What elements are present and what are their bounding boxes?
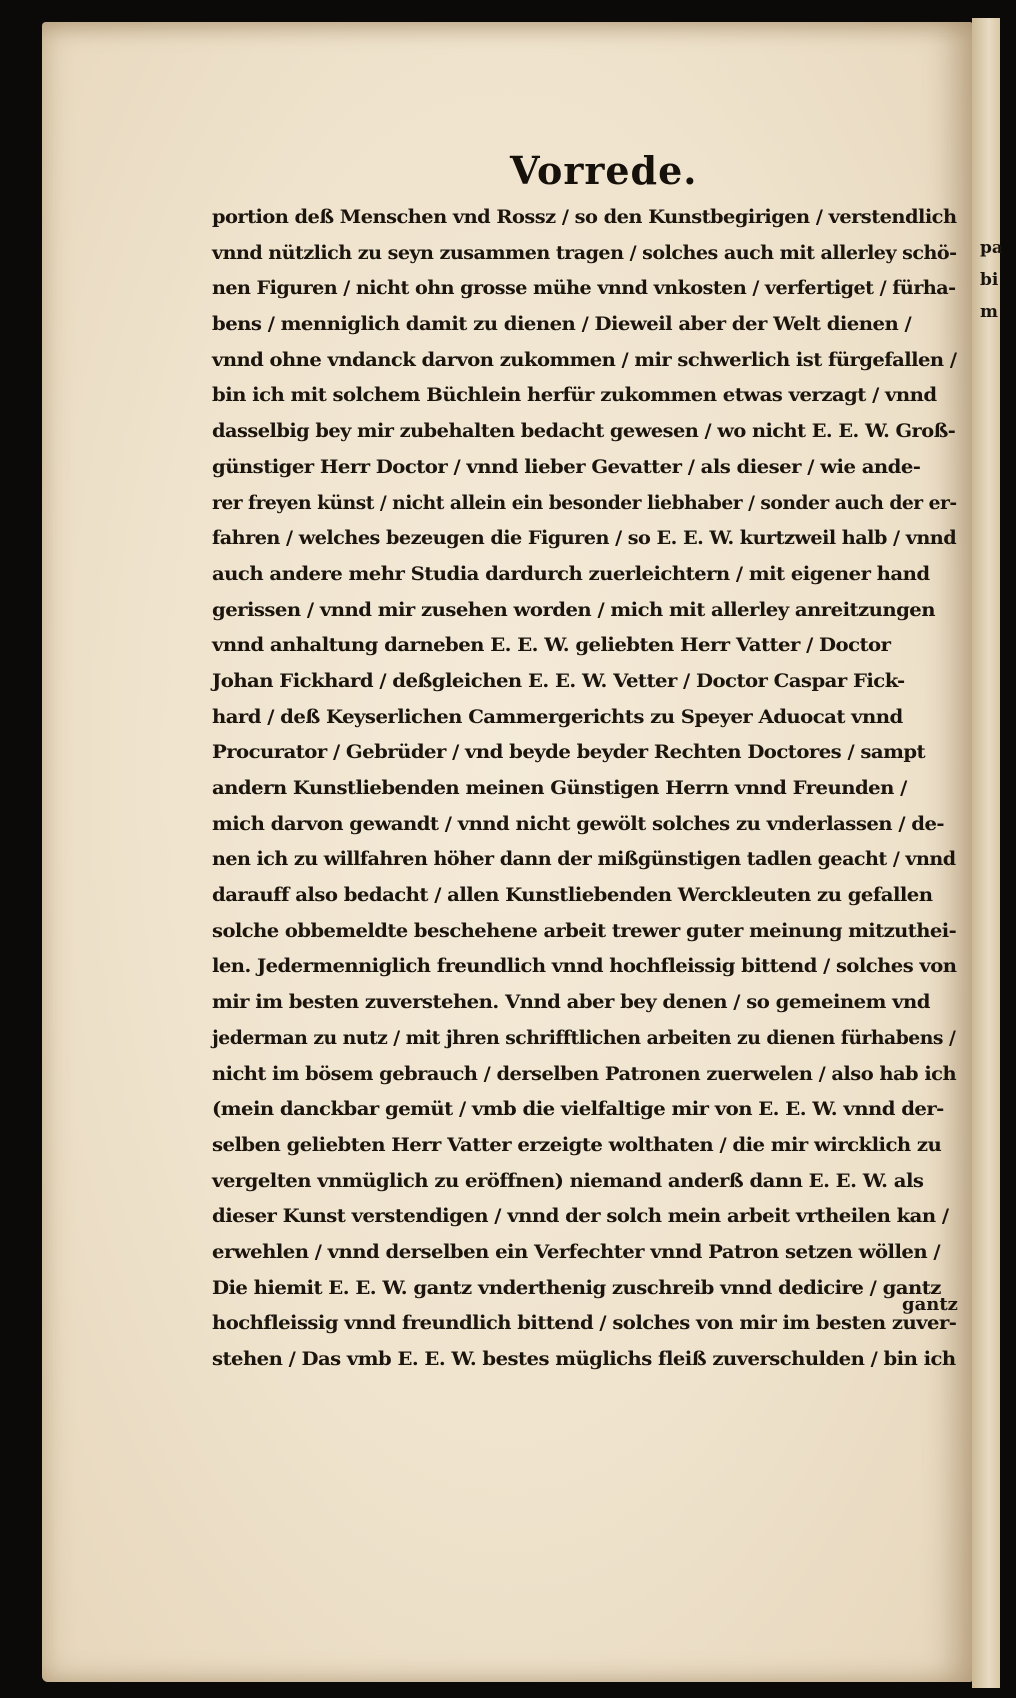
text-line: hochfleissig vnnd freundlich bittend / solches von mir im besten zuver- — [212, 1313, 957, 1335]
facing-page-text-fragment: pa bi m — [980, 238, 1003, 322]
text-line: len. Jedermenniglich freundlich vnnd hochfleissig bittend / solches von — [212, 956, 957, 978]
text-line: Die hiemit E. E. W. gantz vnderthenig zuschreib vnnd dedicire / gantz — [212, 1277, 941, 1299]
text-line: bens / menniglich damit zu dienen / Dieweil aber der Welt dienen / — [212, 314, 912, 336]
text-line: Johan Fickhard / deßgleichen E. E. W. Vetter / Doctor Caspar Fick- — [212, 670, 905, 692]
text-line: (mein danckbar gemüt / vmb die vielfaltige mir von E. E. W. vnnd der- — [212, 1099, 944, 1121]
text-line: mich darvon gewandt / vnnd nicht gewölt solches zu vnderlassen / de- — [212, 813, 945, 835]
text-line: rer freyen künst / nicht allein ein besonder liebhaber / sonder auch der er- — [212, 492, 957, 514]
text-line: nen ich zu willfahren höher dann der mißgünstigen tadlen geacht / vnnd — [212, 849, 956, 871]
text-line: hard / deß Keyserlichen Cammergerichts zu Speyer Aduocat vnnd — [212, 706, 903, 728]
text-line: portion deß Menschen vnd Rossz / so den Kunstbegirigen / verstendlich — [212, 207, 957, 228]
text-line: stehen / Das vmb E. E. W. bestes müglichs fleiß zuverschulden / bin ich — [212, 1349, 956, 1370]
text-line: andern Kunstliebenden meinen Günstigen Herrn vnnd Freunden / — [212, 778, 907, 799]
text-line: erwehlen / vnnd derselben ein Verfechter vnnd Patron setzen wöllen / — [212, 1241, 941, 1263]
page-heading: Vorrede. — [510, 148, 698, 193]
text-line: mir im besten zuverstehen. Vnnd aber bey denen / so gemeinem vnd — [212, 992, 930, 1014]
body-text-block — [212, 200, 956, 1378]
text-line: vergelten vnmüglich zu eröffnen) niemand anderß dann E. E. W. als — [212, 1170, 924, 1192]
text-line: bin ich mit solchem Büchlein herfür zukommen etwas verzagt / vnnd — [212, 385, 937, 407]
text-line: nen Figuren / nicht ohn grosse mühe vnnd vnkosten / verfertiget / fürha- — [212, 278, 956, 300]
text-line: fahren / welches bezeugen die Figuren / so E. E. W. kurtzweil halb / vnnd — [212, 528, 957, 550]
text-line: Procurator / Gebrüder / vnd beyde beyder Rechten Doctores / sampt — [212, 742, 926, 764]
text-line: günstiger Herr Doctor / vnnd lieber Gevatter / als dieser / wie ande- — [212, 456, 921, 478]
text-line: nicht im bösem gebrauch / derselben Patronen zuerwelen / also hab ich — [212, 1063, 957, 1085]
text-line: vnnd nützlich zu seyn zusammen tragen / solches auch mit allerley schö- — [212, 242, 957, 264]
text-line: gerissen / vnnd mir zusehen worden / mich mit allerley anreitzungen — [212, 599, 936, 621]
text-line: vnnd ohne vndanck darvon zukommen / mir schwerlich ist fürgefallen / — [212, 349, 957, 371]
text-line: solche obbemeldte beschehene arbeit trewer guter meinung mitzuthei- — [212, 920, 957, 942]
text-line: selben geliebten Herr Vatter erzeigte wolthaten / die mir wircklich zu — [212, 1134, 942, 1156]
catchword: gantz — [902, 1294, 958, 1315]
text-line: dieser Kunst verstendigen / vnnd der solch mein arbeit vrtheilen kan / — [212, 1206, 949, 1228]
text-line: jederman zu nutz / mit jhren schrifftlichen arbeiten zu dienen fürhabens / — [212, 1027, 956, 1049]
text-line: auch andere mehr Studia dardurch zuerleichtern / mit eigener hand — [212, 563, 930, 585]
text-line: dasselbig bey mir zubehalten bedacht gewesen / wo nicht E. E. W. Groß- — [212, 421, 956, 443]
text-line: vnnd anhaltung darneben E. E. W. geliebten Herr Vatter / Doctor — [212, 635, 891, 657]
text-line: darauff also bedacht / allen Kunstliebenden Werckleuten zu gefallen — [212, 885, 933, 907]
